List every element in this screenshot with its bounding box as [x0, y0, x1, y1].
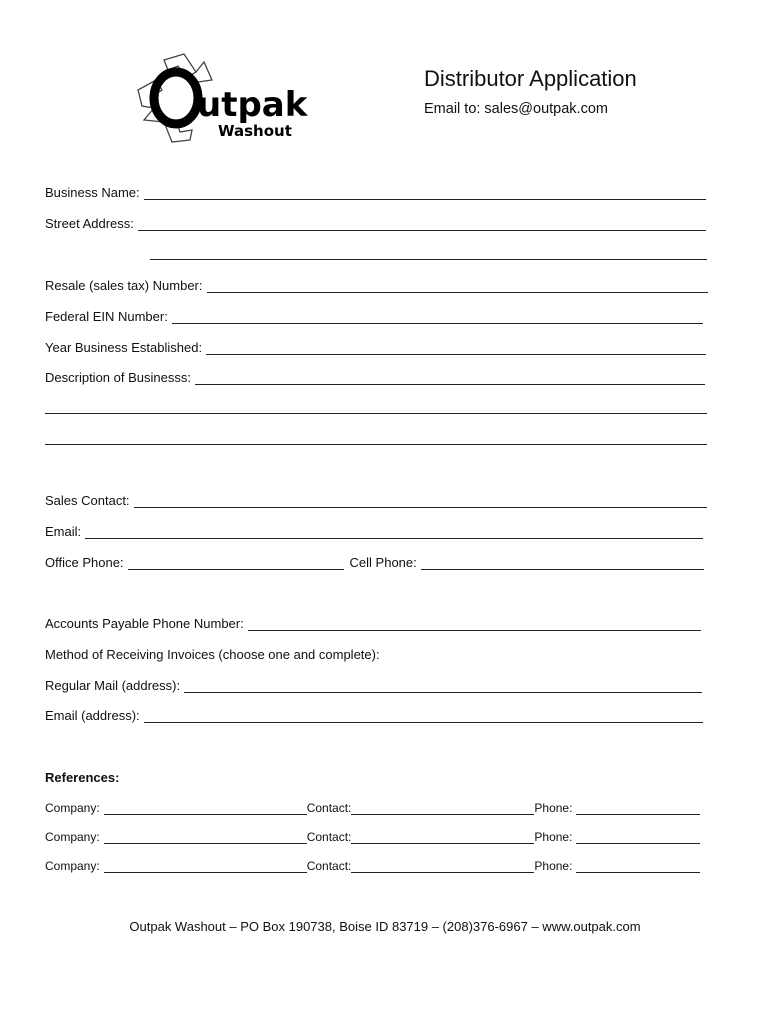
description-row	[45, 367, 705, 385]
regular-mail-field[interactable]	[184, 678, 702, 693]
invoice-method-label: Method of Receiving Invoices (choose one and complete):	[45, 647, 380, 662]
email-label: Email:	[45, 524, 82, 539]
ref-company-label: Company:	[45, 859, 100, 873]
street-address-row	[45, 213, 706, 231]
reference-row-3	[45, 855, 700, 873]
federal-ein-field[interactable]	[172, 309, 703, 324]
street-address-line-2[interactable]	[150, 259, 707, 260]
ref-company-field[interactable]	[104, 800, 307, 815]
description-field[interactable]	[195, 370, 705, 385]
resale-number-label: Resale (sales tax) Number:	[45, 278, 203, 293]
federal-ein-row	[45, 306, 703, 324]
email-row	[45, 521, 703, 539]
reference-row-2	[45, 826, 700, 844]
office-phone-field[interactable]	[128, 555, 344, 570]
sales-contact-field[interactable]	[134, 493, 707, 508]
references-heading	[45, 767, 119, 785]
regular-mail-label: Regular Mail (address):	[45, 678, 181, 693]
email-address-field[interactable]	[144, 708, 703, 723]
ref-phone-label: Phone:	[534, 859, 573, 873]
business-name-field[interactable]	[144, 185, 706, 200]
ref-phone-field[interactable]	[576, 829, 700, 844]
references-heading-text: References:	[45, 770, 120, 785]
ref-contact-label: Contact:	[306, 801, 352, 815]
year-established-label: Year Business Established:	[45, 340, 203, 355]
phones-row	[45, 552, 704, 570]
ap-phone-field[interactable]	[248, 616, 701, 631]
year-established-field[interactable]	[206, 340, 706, 355]
invoice-method-row	[45, 644, 380, 662]
ref-contact-field[interactable]	[351, 800, 534, 815]
street-address-field[interactable]	[138, 216, 706, 231]
cell-phone-field[interactable]	[421, 555, 704, 570]
business-name-label: Business Name:	[45, 185, 140, 200]
year-established-row	[45, 337, 706, 355]
ref-company-label: Company:	[45, 830, 100, 844]
ap-phone-label: Accounts Payable Phone Number:	[45, 616, 244, 631]
ref-phone-label: Phone:	[534, 801, 573, 815]
description-line-3[interactable]	[45, 444, 707, 445]
ref-contact-field[interactable]	[351, 858, 534, 873]
sales-contact-label: Sales Contact:	[45, 493, 130, 508]
ref-contact-label: Contact:	[306, 830, 352, 844]
ref-company-field[interactable]	[104, 858, 307, 873]
description-line-2[interactable]	[45, 413, 707, 414]
description-label: Description of Businesss:	[45, 370, 191, 385]
outpak-washout-logo	[134, 50, 324, 146]
logo-o-ring	[154, 72, 198, 124]
reference-row-1	[45, 797, 700, 815]
ap-phone-row	[45, 613, 701, 631]
logo-brand-text: utpak	[197, 85, 308, 125]
logo-subtitle-text: Washout	[218, 122, 292, 140]
resale-number-row	[45, 275, 708, 293]
cell-phone-label: Cell Phone:	[349, 555, 417, 570]
sales-contact-row	[45, 490, 707, 508]
ref-contact-label: Contact:	[306, 859, 352, 873]
page-footer: Outpak Washout – PO Box 190738, Boise ID 83719 – (208)376-6967 – www.outpak.com	[129, 919, 641, 934]
ref-company-label: Company:	[45, 801, 100, 815]
ref-company-field[interactable]	[104, 829, 307, 844]
ref-phone-field[interactable]	[576, 858, 700, 873]
email-address-label: Email (address):	[45, 708, 140, 723]
federal-ein-label: Federal EIN Number:	[45, 309, 168, 324]
business-name-row	[45, 182, 706, 200]
resale-number-field[interactable]	[207, 278, 709, 293]
email-field[interactable]	[85, 524, 703, 539]
office-phone-label: Office Phone:	[45, 555, 124, 570]
email-address-row	[45, 705, 703, 723]
regular-mail-row	[45, 675, 702, 693]
street-address-label: Street Address:	[45, 216, 134, 231]
ref-contact-field[interactable]	[351, 829, 534, 844]
ref-phone-label: Phone:	[534, 830, 573, 844]
email-to-text: Email to: sales@outpak.com	[424, 101, 608, 117]
ref-phone-field[interactable]	[576, 800, 700, 815]
page-title: Distributor Application	[424, 66, 637, 91]
